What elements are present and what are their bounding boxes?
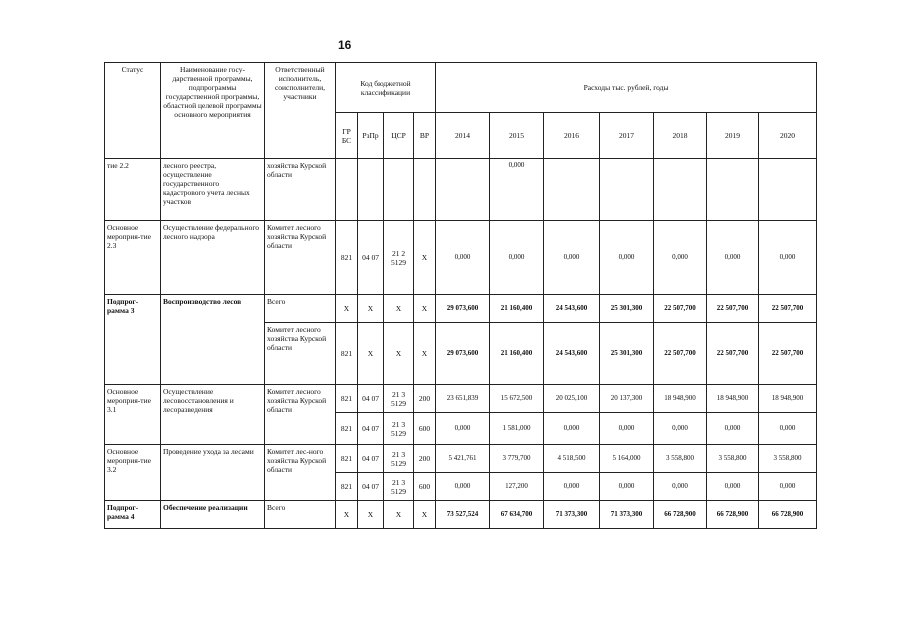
table-row [105, 501, 817, 529]
table-row [105, 385, 817, 413]
header-grbs: ГР БС [336, 113, 358, 159]
cell-value: 0,000 [707, 413, 759, 445]
cell-value [436, 159, 490, 221]
cell-grbs: 821 [336, 413, 358, 445]
cell-value: 66 728,900 [707, 501, 759, 529]
cell-status: Подпрог-рамма 3 [105, 295, 161, 385]
cell-value: 0,000 [600, 413, 654, 445]
cell-executor: хозяйства Курской области [265, 159, 336, 221]
cell-value: 0,000 [436, 221, 490, 295]
cell-value: 0,000 [654, 413, 707, 445]
cell-grbs [336, 159, 358, 221]
cell-value [600, 159, 654, 221]
cell-value: 22 507,700 [654, 295, 707, 323]
cell-vr: Х [414, 323, 436, 385]
cell-value: 25 301,300 [600, 323, 654, 385]
cell-value: 0,000 [544, 221, 600, 295]
cell-value: 0,000 [707, 473, 759, 501]
cell-csr: 21 3 5129 [384, 445, 414, 473]
cell-vr [414, 159, 436, 221]
cell-rzpr: 04 07 [358, 385, 384, 413]
table-row [105, 221, 817, 295]
cell-value: 4 518,500 [544, 445, 600, 473]
header-year: 2017 [600, 113, 654, 159]
cell-value: 18 948,900 [654, 385, 707, 413]
cell-status: Подпрог-рамма 4 [105, 501, 161, 529]
cell-value: 29 073,600 [436, 323, 490, 385]
cell-status: Основное мероприя-тие 3.1 [105, 385, 161, 445]
cell-grbs: 821 [336, 221, 358, 295]
cell-value: 18 948,900 [759, 385, 817, 413]
cell-value [654, 159, 707, 221]
cell-value: 71 373,300 [600, 501, 654, 529]
cell-value: 22 507,700 [707, 323, 759, 385]
header-expenses-group: Расходы тыс. рублей, годы [436, 63, 817, 113]
cell-value: 127,200 [490, 473, 544, 501]
cell-value: 66 728,900 [759, 501, 817, 529]
cell-value: 0,000 [759, 221, 817, 295]
cell-vr: 600 [414, 473, 436, 501]
header-year: 2020 [759, 113, 817, 159]
header-csr: ЦСР [384, 113, 414, 159]
cell-csr: 21 3 5129 [384, 385, 414, 413]
cell-value: 3 779,700 [490, 445, 544, 473]
cell-value: 5 421,761 [436, 445, 490, 473]
cell-value: 0,000 [436, 413, 490, 445]
cell-value: 0,000 [544, 473, 600, 501]
cell-rzpr [358, 159, 384, 221]
cell-executor: Комитет лесного хозяйства Курской области [265, 385, 336, 445]
cell-value: 71 373,300 [544, 501, 600, 529]
cell-executor: Комитет лесного хозяйства Курской области [265, 221, 336, 295]
cell-value: 25 301,300 [600, 295, 654, 323]
header-status: Статус [105, 63, 161, 159]
cell-value: 23 651,839 [436, 385, 490, 413]
header-code-group: Код бюджетной классификации [336, 63, 436, 113]
cell-executor: Комитет лесного хозяйства Курской области [265, 323, 336, 385]
cell-rzpr: 04 07 [358, 221, 384, 295]
cell-value: 0,000 [600, 221, 654, 295]
cell-value: 20 137,300 [600, 385, 654, 413]
cell-vr: 200 [414, 445, 436, 473]
cell-value: 0,000 [490, 221, 544, 295]
header-year: 2019 [707, 113, 759, 159]
cell-name: Проведение ухода за лесами [161, 445, 265, 501]
cell-vr: Х [414, 295, 436, 323]
table-row [105, 295, 817, 323]
cell-name: Воспроизводство лесов [161, 295, 265, 385]
cell-rzpr: 04 07 [358, 473, 384, 501]
cell-rzpr: Х [358, 501, 384, 529]
cell-status: Основное мероприя-тие 2.3 [105, 221, 161, 295]
cell-csr: Х [384, 323, 414, 385]
cell-csr: 21 3 5129 [384, 473, 414, 501]
cell-value: 22 507,700 [707, 295, 759, 323]
cell-value: 24 543,600 [544, 295, 600, 323]
cell-value: 0,000 [707, 221, 759, 295]
cell-csr: 21 2 5129 [384, 221, 414, 295]
cell-vr: 600 [414, 413, 436, 445]
cell-rzpr: Х [358, 295, 384, 323]
cell-value: 0,000 [436, 473, 490, 501]
header-year: 2015 [490, 113, 544, 159]
cell-name: лесного реестра, осуществление государственного кадастрового учета лесных участков [161, 159, 265, 221]
cell-value: 0,000 [654, 221, 707, 295]
cell-value: 66 728,900 [654, 501, 707, 529]
cell-name: Обеспечение реализации [161, 501, 265, 529]
cell-value: 0,000 [490, 159, 544, 221]
cell-value: 3 558,800 [759, 445, 817, 473]
cell-value: 22 507,700 [654, 323, 707, 385]
header-year: 2014 [436, 113, 490, 159]
header-vr: ВР [414, 113, 436, 159]
cell-csr: Х [384, 295, 414, 323]
cell-value: 21 160,400 [490, 295, 544, 323]
page-number: 16 [338, 38, 352, 52]
budget-table [104, 62, 817, 529]
cell-name: Осуществление федерального лесного надзора [161, 221, 265, 295]
header-name: Наименование госу-дарственной программы, подпрограммы государственной программы, областной целевой программы основного мероприятия [161, 63, 265, 159]
table-row [105, 159, 817, 221]
cell-value: 22 507,700 [759, 323, 817, 385]
header-rzpr: РзПр [358, 113, 384, 159]
cell-value: 3 558,800 [654, 445, 707, 473]
cell-csr [384, 159, 414, 221]
cell-value: 1 581,000 [490, 413, 544, 445]
cell-value: 22 507,700 [759, 295, 817, 323]
cell-value [707, 159, 759, 221]
cell-rzpr: 04 07 [358, 413, 384, 445]
table-row [105, 445, 817, 473]
cell-grbs: 821 [336, 445, 358, 473]
cell-grbs: 821 [336, 385, 358, 413]
header-year: 2016 [544, 113, 600, 159]
cell-value: 29 073,600 [436, 295, 490, 323]
cell-value: 0,000 [600, 473, 654, 501]
cell-vr: 200 [414, 385, 436, 413]
cell-vr: Х [414, 221, 436, 295]
cell-executor: Всего [265, 295, 336, 323]
cell-value: 0,000 [654, 473, 707, 501]
cell-grbs: Х [336, 295, 358, 323]
cell-executor: Всего [265, 501, 336, 529]
cell-status: тие 2.2 [105, 159, 161, 221]
cell-executor: Комитет лес-ного хозяйства Курской области [265, 445, 336, 501]
cell-value: 73 527,524 [436, 501, 490, 529]
cell-value: 20 025,100 [544, 385, 600, 413]
cell-value [759, 159, 817, 221]
cell-grbs: 821 [336, 323, 358, 385]
cell-csr: 21 3 5129 [384, 413, 414, 445]
cell-csr: Х [384, 501, 414, 529]
cell-value [544, 159, 600, 221]
cell-status: Основное мероприя-тие 3.2 [105, 445, 161, 501]
cell-rzpr: 04 07 [358, 445, 384, 473]
cell-value: 0,000 [544, 413, 600, 445]
cell-name: Осуществление лесовосстановления и лесоразведения [161, 385, 265, 445]
cell-value: 67 634,700 [490, 501, 544, 529]
cell-vr: Х [414, 501, 436, 529]
cell-value: 5 164,000 [600, 445, 654, 473]
cell-grbs: Х [336, 501, 358, 529]
cell-rzpr: Х [358, 323, 384, 385]
header-executor: Ответственный исполнитель, соисполнители, участники [265, 63, 336, 159]
cell-value: 3 558,800 [707, 445, 759, 473]
cell-value: 0,000 [759, 413, 817, 445]
cell-value: 0,000 [759, 473, 817, 501]
cell-value: 18 948,900 [707, 385, 759, 413]
cell-value: 24 543,600 [544, 323, 600, 385]
cell-value: 15 672,500 [490, 385, 544, 413]
header-year: 2018 [654, 113, 707, 159]
cell-value: 21 160,400 [490, 323, 544, 385]
cell-grbs: 821 [336, 473, 358, 501]
